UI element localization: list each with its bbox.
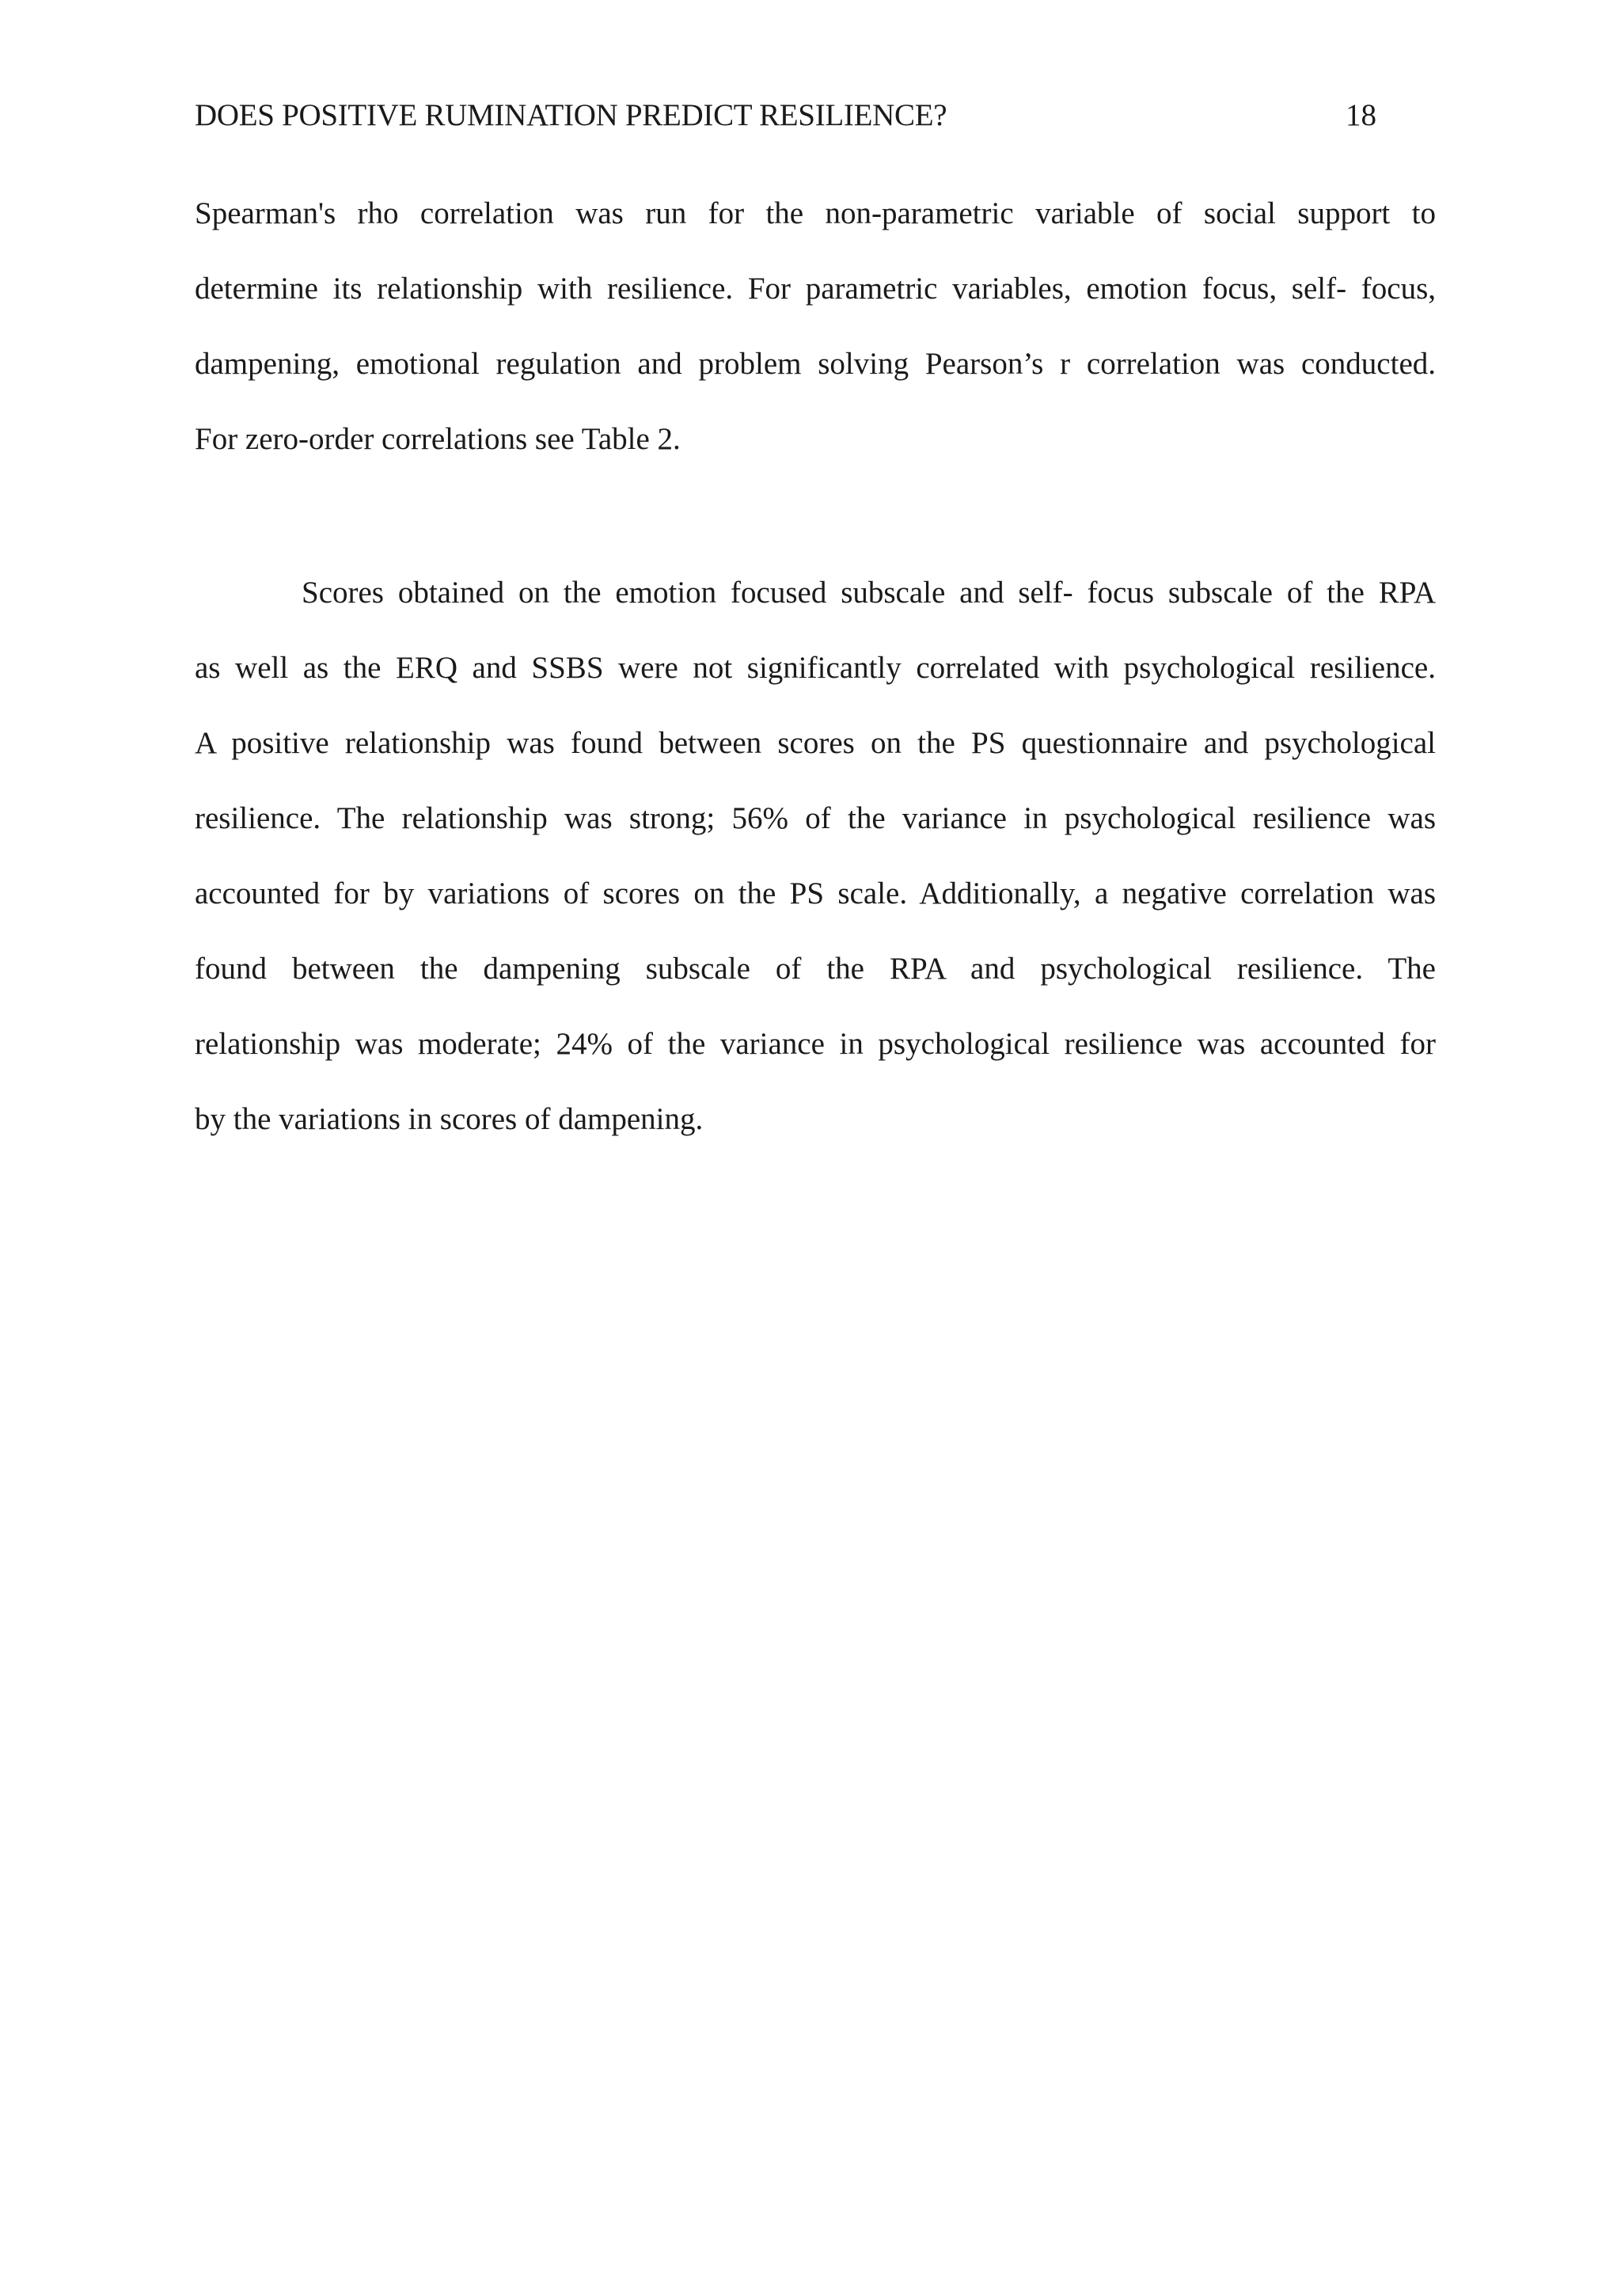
text-line: determine its relationship with resilience. For parametric variables, emotion focus, self- focus, bbox=[195, 272, 1436, 306]
text-line: accounted for by variations of scores on the PS scale. Additionally, a negative correlation was bbox=[195, 876, 1436, 910]
text-line: resilience. The relationship was strong; 56% of the variance in psychological resilience was bbox=[195, 801, 1436, 835]
paragraph-correlation-results bbox=[195, 571, 1436, 1173]
text-line: by the variations in scores of dampening. bbox=[195, 1102, 704, 1136]
text-line: A positive relationship was found between scores on the PS questionnaire and psychological bbox=[195, 726, 1436, 760]
text-line: found between the dampening subscale of the RPA and psychological resilience. The bbox=[195, 952, 1436, 986]
text-line: dampening, emotional regulation and problem solving Pearson’s r correlation was conducted. bbox=[195, 347, 1436, 381]
page-number: 18 bbox=[1346, 98, 1376, 132]
text-line: For zero-order correlations see Table 2. bbox=[195, 422, 681, 456]
running-head: DOES POSITIVE RUMINATION PREDICT RESILIENCE? bbox=[195, 98, 947, 132]
text-line: relationship was moderate; 24% of the variance in psychological resilience was accounted for bbox=[195, 1027, 1436, 1061]
paragraph-correlation-methods bbox=[195, 192, 1436, 492]
text-line: Scores obtained on the emotion focused subscale and self- focus subscale of the RPA bbox=[302, 576, 1436, 610]
text-line: Spearman's rho correlation was run for the non-parametric variable of social support to bbox=[195, 196, 1436, 230]
text-line: as well as the ERQ and SSBS were not significantly correlated with psychological resilience. bbox=[195, 651, 1436, 685]
